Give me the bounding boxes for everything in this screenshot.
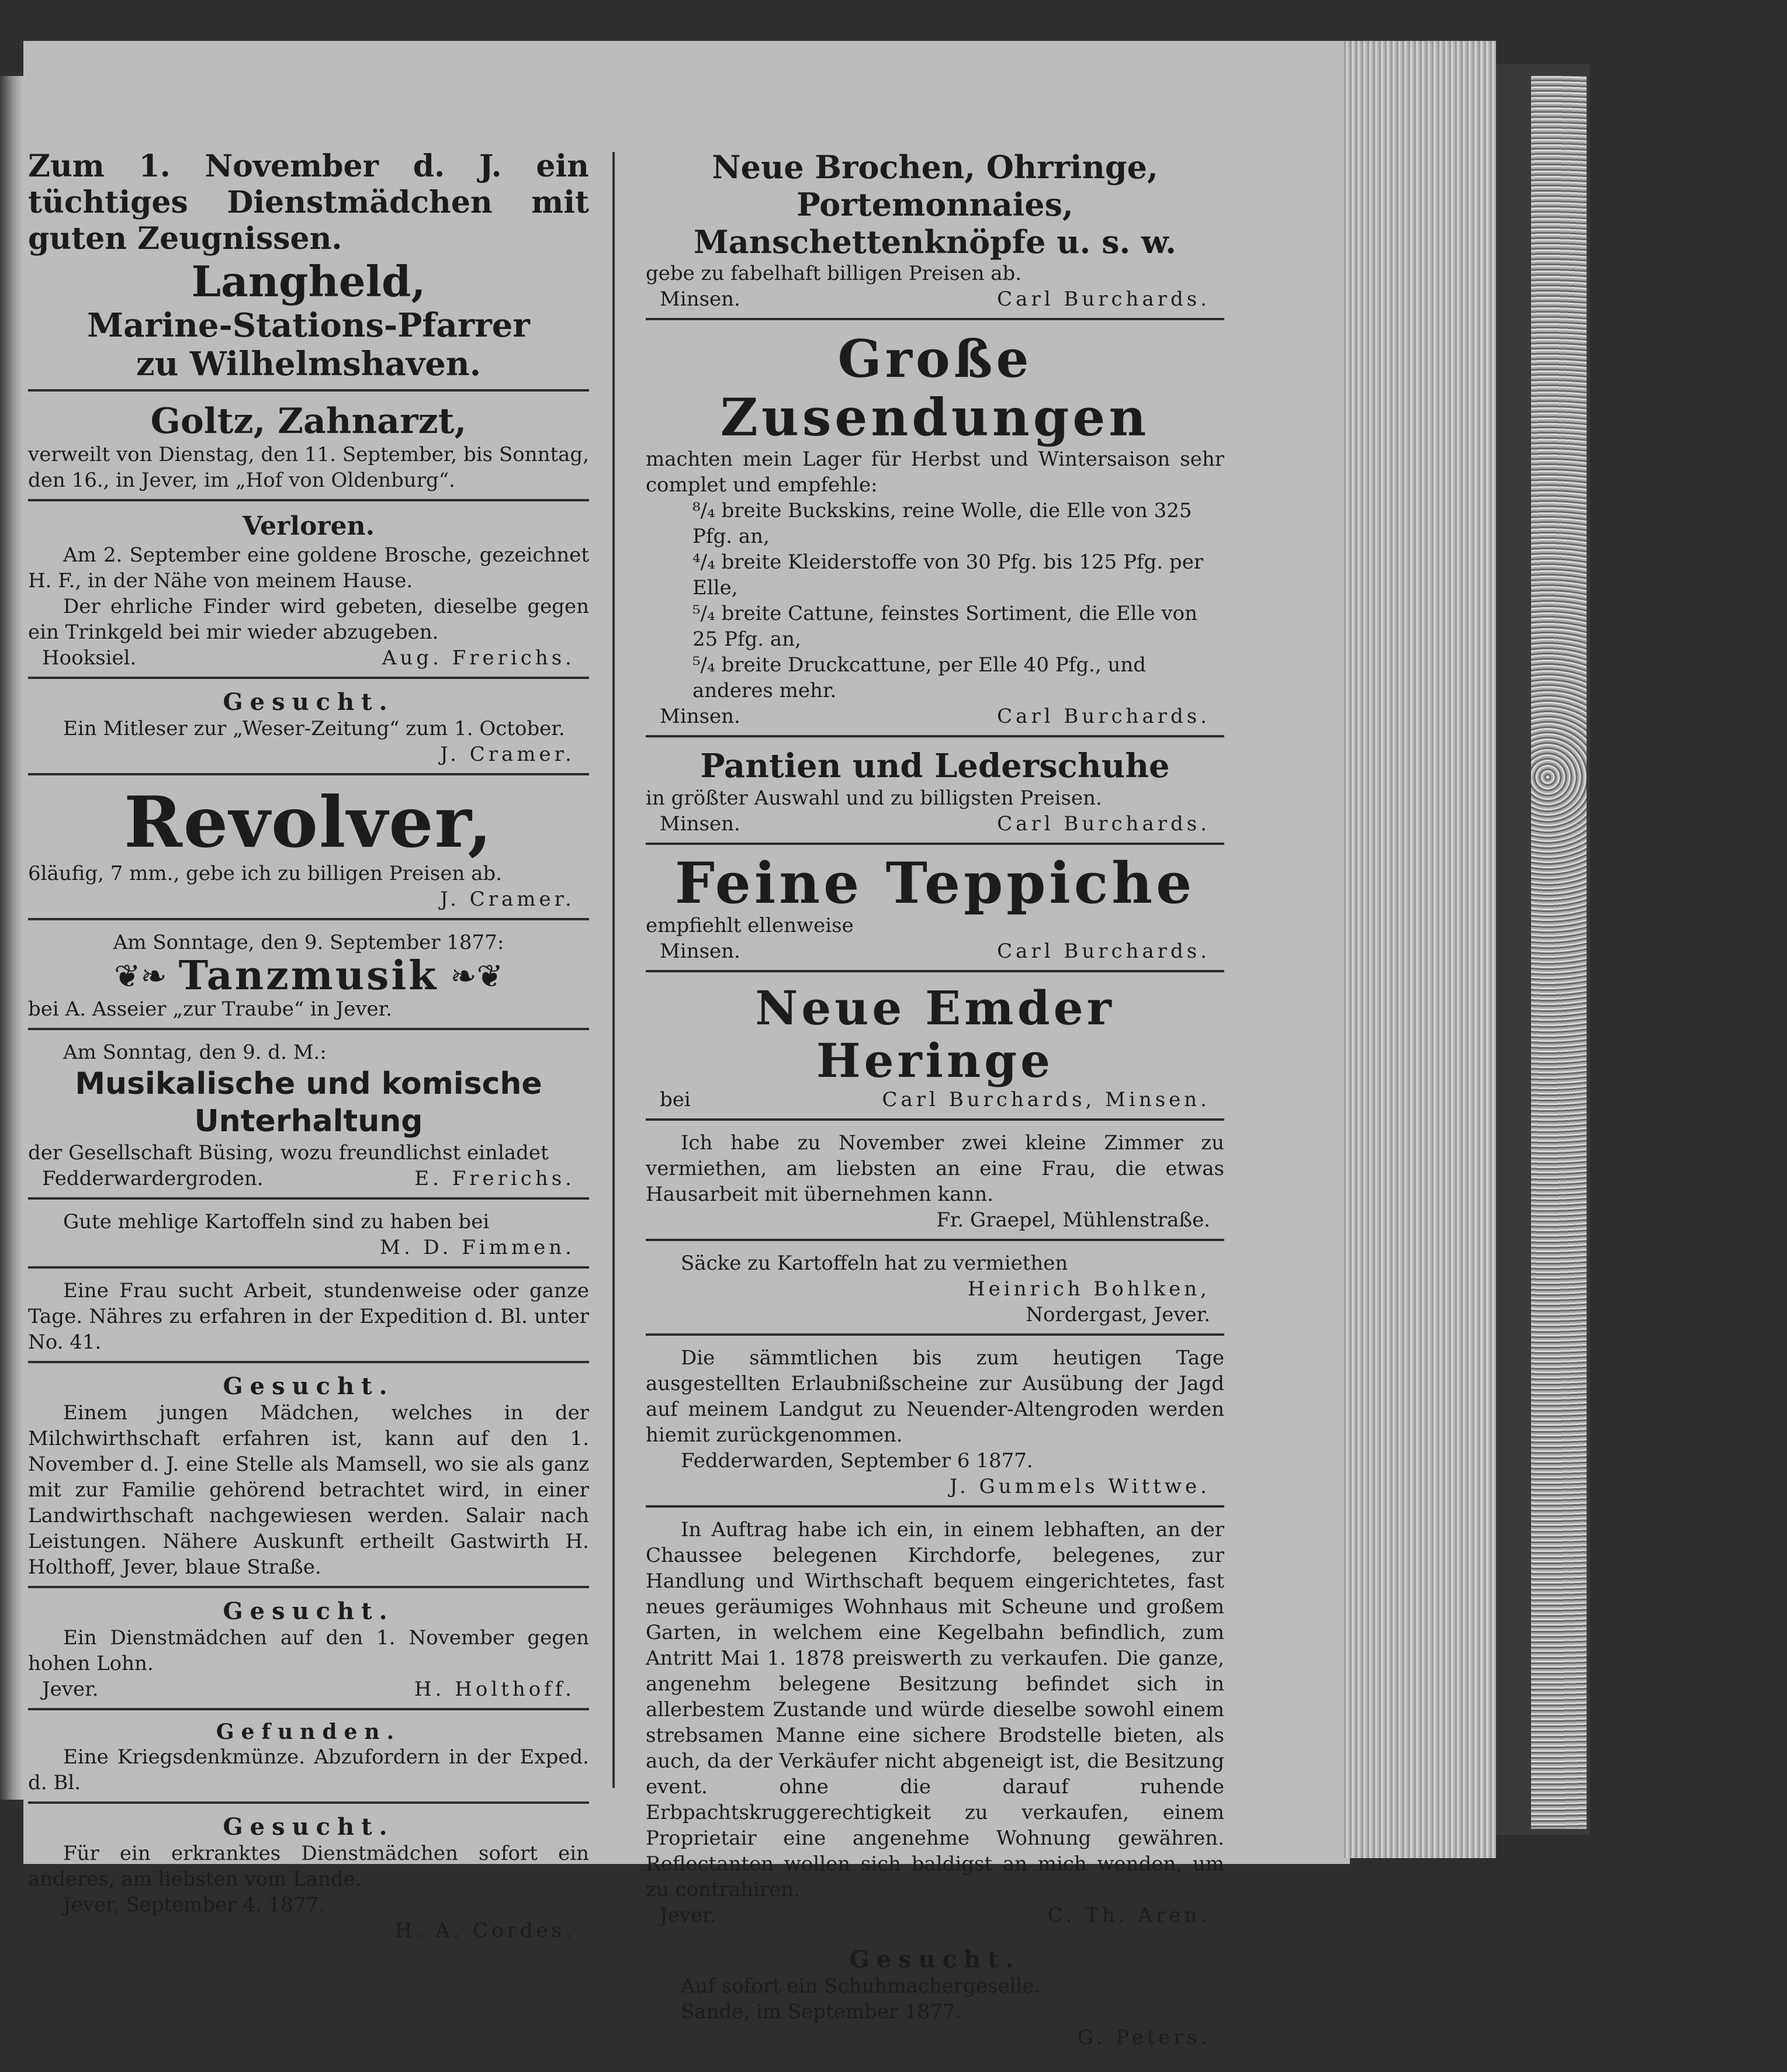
ad-pantien-lederschuhe: [646, 744, 1224, 845]
ad-signature: [646, 286, 1224, 312]
ad-text: bei: [660, 1088, 691, 1111]
ad-place: Jever.: [42, 1678, 99, 1701]
ad-grosse-zusendungen: [646, 327, 1224, 737]
ad-signer: M. D. Fimmen.: [380, 1236, 575, 1259]
ad-signature: [646, 1207, 1224, 1233]
ad-place: Minsen.: [660, 812, 740, 836]
ad-heading: Tanzmusik: [178, 952, 439, 999]
ad-text: empfiehlt ellenweise: [646, 914, 854, 937]
right-column: [646, 146, 1224, 2063]
ad-text: bei A. Asseier „zur Traube“ in Jever.: [28, 997, 393, 1021]
ad-title-line1: Marine-Stations-Pfarrer: [87, 306, 530, 345]
ad-text: Einem jungen Mädchen, welches in der Milchwirthschaft erfahren ist, kann auf den 1. November d. J. eine Stelle als Mamsell, wo sie als ganz mit zur Familie gehörend betrachtet wird, in einer Landwirthschaft nachgewiesen werden. Salair nach Leistungen. Nähere Auskunft ertheilt Gastwirth H. Holthoff, Jever, blaue Straße.: [28, 1401, 589, 1579]
ad-signature: [646, 938, 1224, 964]
ad-signer: J. Gummels Wittwe.: [950, 1475, 1210, 1498]
ad-signer: G. Peters.: [1077, 2026, 1210, 2049]
ad-date-line: Am Sonntage, den 9. September 1877:: [113, 931, 504, 954]
ad-signature: [646, 1474, 1224, 1499]
list-item: ⁵/₄ breite Cattune, feinstes Sortiment, die Elle von 25 Pfg. an,: [692, 602, 1197, 651]
ornament-left-icon: ❦❧: [114, 957, 167, 995]
ad-heading-2: Unterhaltung: [194, 1104, 423, 1139]
ad-signature: [646, 811, 1224, 837]
ad-signature-1: [646, 1276, 1224, 1302]
ad-heading: Goltz, Zahnarzt,: [150, 401, 467, 442]
ad-signature: [646, 2025, 1224, 2050]
ad-heading: Revolver,: [124, 781, 493, 864]
ad-heading: Feine Teppiche: [674, 850, 1196, 916]
ad-text: Gute mehlige Kartoffeln sind zu haben bei: [63, 1210, 490, 1234]
page-left-edge: [0, 76, 23, 1800]
ornament-right-icon: ❧❦: [450, 957, 503, 995]
ad-frau-sucht-arbeit: [28, 1276, 589, 1363]
ad-heading: Neue Brochen, Ohrringe, Portemonnaies, Manschettenknöpfe u. s. w.: [694, 148, 1176, 261]
ad-place: Hooksiel.: [42, 646, 137, 670]
ad-text: Säcke zu Kartoffeln hat zu vermiethen: [681, 1252, 1068, 1275]
ad-zimmer-vermiethen: [646, 1128, 1224, 1241]
ad-emder-heringe: [646, 979, 1224, 1121]
ad-text: Auf sofort ein Schuhmachergeselle.: [681, 1974, 1041, 1998]
ad-gesucht-dienstmaedchen: [28, 1595, 589, 1710]
ad-heading: Gesucht.: [849, 1946, 1021, 1973]
ad-text: in größter Auswahl und zu billigsten Preisen.: [646, 786, 1102, 810]
ad-text: Ein Dienstmädchen auf den 1. November gegen hohen Lohn.: [28, 1626, 589, 1675]
ad-kartoffeln: [28, 1207, 589, 1269]
ad-verloren: [28, 508, 589, 679]
ad-text: Eine Kriegsdenkmünze. Abzufordern in der Exped. d. Bl.: [28, 1745, 589, 1794]
ad-text-1: Am 2. September eine goldene Brosche, gezeichnet H. F., in der Nähe von meinem Hause.: [28, 543, 589, 593]
ad-signature: [28, 886, 589, 912]
marbled-spine: [1531, 76, 1587, 1829]
ad-date: Jever, September 4. 1877.: [63, 1893, 325, 1917]
ad-text: Zum 1. November d. J. ein tüchtiges Dienstmädchen mit guten Zeugnissen.: [28, 148, 589, 257]
ad-place: Fedderwardergroden.: [42, 1167, 264, 1190]
ad-item-list: [646, 498, 1224, 704]
ad-text: machten mein Lager für Herbst und Wintersaison sehr complet und empfehle:: [646, 448, 1224, 497]
ad-text: Die sämmtlichen bis zum heutigen Tage ausgestellten Erlaubnißscheine zur Ausübung der Jagd auf meinem Landgut zu Neuender-Altengroden werden hiemit zurückgenommen.: [646, 1346, 1224, 1447]
ad-date-line: Am Sonntag, den 9. d. M.:: [63, 1041, 327, 1064]
ad-text: In Auftrag habe ich ein, in einem lebhaften, an der Chaussee belegenen Kirchdorfe, belegenes, zur Handlung und Wirthschaft bequem eingerichtetes, fast neues geräumiges Wohnhaus mit Scheune und großem Garten, in welchem eine Kegelbahn befindlich, zum Antritt Mai 1. 1878 preiswerth zu verkaufen. Die ganze, angenehm belegene Besitzung befindet sich in allerbestem Zustande und würde dieselbe sowohl einem strebsamen Manne eine sichere Brodstelle bieten, als auch, da der Verkäufer nicht abgeneigt ist, die Besitzung event. ohne die darauf ruhende Erbpachtskruggerechtigkeit zu verkaufen, einem Proprietair eine angenehme Wohnung gewähren. Reflectanten wollen sich baldigst an mich wenden, um zu contrahiren.: [646, 1518, 1224, 1901]
left-column: [28, 146, 589, 1956]
ad-title-line2: zu Wilhelmshaven.: [136, 345, 482, 383]
ad-signer: Carl Burchards.: [997, 812, 1210, 836]
ad-signer: Carl Burchards.: [997, 940, 1210, 963]
ad-signer: H. Holthoff.: [414, 1678, 575, 1701]
ad-text: 6läufig, 7 mm., gebe ich zu billigen Preisen ab.: [28, 862, 502, 885]
ad-heading: Gesucht.: [223, 688, 394, 716]
ad-text: Für ein erkranktes Dienstmädchen sofort ein anderes, am liebsten vom Lande.: [28, 1842, 589, 1891]
ad-signer: Carl Burchards.: [997, 287, 1210, 311]
ad-signer: Fr. Graepel, Mühlenstraße.: [936, 1208, 1210, 1232]
ad-place: Minsen.: [660, 940, 740, 963]
ad-tanzmusik: [28, 927, 589, 1030]
ad-heading: Gefunden.: [216, 1720, 401, 1744]
ad-signer-place: Nordergast, Jever.: [1026, 1303, 1210, 1326]
ad-date: Fedderwarden, September 6 1877.: [681, 1449, 1033, 1472]
ad-signature: [28, 742, 589, 767]
ad-heading: Große Zusendungen: [720, 328, 1150, 448]
ad-signer: E. Frerichs.: [414, 1167, 575, 1190]
ad-signature: [28, 645, 589, 671]
ad-signer: Carl Burchards, Minsen.: [882, 1088, 1210, 1111]
list-item: ⁵/₄ breite Druckcattune, per Elle 40 Pfg., und anderes mehr.: [692, 653, 1147, 702]
ad-signer: J. Cramer.: [440, 888, 575, 911]
ad-signature: [646, 1903, 1224, 1928]
ad-neue-brochen: [646, 146, 1224, 320]
ad-text: Ich habe zu November zwei kleine Zimmer zu vermiethen, am liebsten an eine Frau, die etwas Hausarbeit mit übernehmen kann.: [646, 1131, 1224, 1206]
ad-heading: Neue Emder Heringe: [755, 980, 1115, 1088]
ad-place: Minsen.: [660, 287, 740, 311]
ad-signature: [28, 1235, 589, 1260]
ad-place: Jever.: [660, 1904, 716, 1927]
ad-heading: Gesucht.: [223, 1813, 394, 1841]
ad-erlaubnisscheine: [646, 1343, 1224, 1508]
ad-feine-teppiche: [646, 852, 1224, 972]
ad-heading: Gesucht.: [223, 1598, 394, 1625]
ad-wohnhaus-verkauf: [646, 1515, 1224, 1936]
ad-signer: Carl Burchards.: [997, 705, 1210, 728]
ad-musikalische-unterhaltung: [28, 1037, 589, 1200]
ad-date: Sande, im September 1877.: [681, 2000, 962, 2024]
ad-name: Langheld,: [191, 257, 426, 306]
ad-gesucht-mamsell: [28, 1370, 589, 1588]
ad-signature: [28, 1676, 589, 1702]
ad-text: verweilt von Dienstag, den 11. September, bis Sonntag, den 16., in Jever, im „Hof von Oldenburg“.: [28, 443, 589, 492]
ad-signature-2: [646, 1302, 1224, 1328]
ad-place: Minsen.: [660, 705, 740, 728]
ad-text: Eine Frau sucht Arbeit, stundenweise oder ganze Tage. Nähres zu erfahren in der Expedition d. Bl. unter No. 41.: [28, 1279, 589, 1354]
ad-goltz-zahnarzt: [28, 399, 589, 501]
ad-signer: J. Cramer.: [440, 743, 575, 766]
ad-signer: H. A. Cordes.: [394, 1919, 575, 1942]
ad-gefunden: [28, 1717, 589, 1804]
book-page-edges: [1344, 41, 1496, 1858]
ad-heading: Gesucht.: [223, 1373, 394, 1400]
ad-dienstmaedchen-langheld: [28, 146, 589, 391]
ad-heading-1: Musikalische und komische: [75, 1066, 542, 1101]
ad-signer: C. Th. Aren.: [1047, 1904, 1210, 1927]
ad-gesucht-mitleser: [28, 686, 589, 775]
ad-signer: Heinrich Bohlken,: [967, 1277, 1210, 1301]
ad-text: der Gesellschaft Büsing, wozu freundlichst einladet: [28, 1141, 549, 1165]
ad-text: Ein Mitleser zur „Weser-Zeitung“ zum 1. October.: [63, 717, 565, 740]
ad-heading: Verloren.: [243, 511, 375, 541]
ad-signature: [28, 1166, 589, 1191]
ad-signer: Aug. Frerichs.: [382, 646, 575, 670]
ad-heading-row: [28, 952, 589, 999]
ad-gesucht-cordes: [28, 1811, 589, 1949]
ad-signature: [646, 1087, 1224, 1113]
ad-saecke: [646, 1248, 1224, 1336]
ad-text: gebe zu fabelhaft billigen Preisen ab.: [646, 262, 1022, 285]
ad-heading: Pantien und Lederschuhe: [700, 747, 1170, 785]
ad-text-2: Der ehrliche Finder wird gebeten, dieselbe gegen ein Trinkgeld bei mir wieder abzugeben.: [28, 595, 589, 644]
column-divider: [612, 152, 615, 1788]
list-item: ⁴/₄ breite Kleiderstoffe von 30 Pfg. bis 125 Pfg. per Elle,: [692, 550, 1204, 600]
ad-gesucht-schuhmacher: [646, 1943, 1224, 2056]
ad-signature: [28, 1918, 589, 1943]
ad-revolver: [28, 782, 589, 920]
list-item: ⁸/₄ breite Buckskins, reine Wolle, die Elle von 325 Pfg. an,: [692, 499, 1192, 548]
ad-signature: [646, 704, 1224, 729]
